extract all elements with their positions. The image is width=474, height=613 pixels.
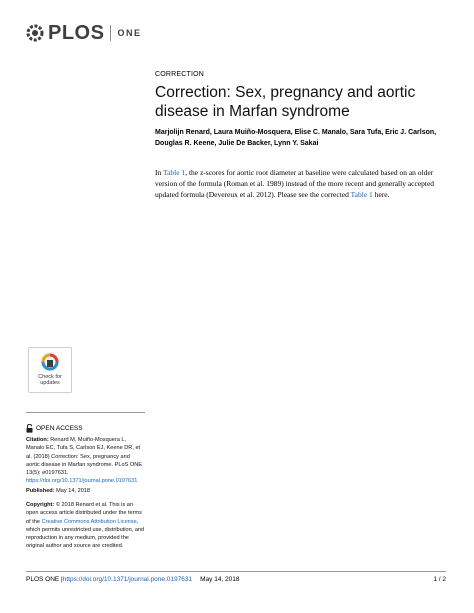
copyright-block <box>26 501 145 551</box>
plos-one-logo[interactable] <box>26 22 141 44</box>
open-lock-icon <box>26 424 33 433</box>
table-1-link[interactable]: Table 1 <box>163 168 186 177</box>
footer-divider <box>26 571 446 572</box>
sidebar-divider <box>26 412 145 413</box>
article-type-label: CORRECTION <box>155 71 205 78</box>
published-label: Published: <box>26 488 55 494</box>
footer-doi-link[interactable]: https://doi.org/10.1371/journal.pone.0197631 <box>62 576 193 583</box>
body-text-3: here. <box>372 189 390 199</box>
citation-label: Citation: <box>26 437 49 443</box>
open-access-label <box>26 424 83 433</box>
copyright-text-1: © 2018 Renard et al. This is an open access article distributed under the terms of the <box>26 502 142 525</box>
logo-brand-text: PLOS <box>48 21 105 44</box>
published-block <box>26 487 145 495</box>
check-for-updates-badge[interactable] <box>28 347 72 393</box>
copyright-label: Copyright: <box>26 502 55 508</box>
correction-body <box>155 168 455 200</box>
cc-license-link[interactable]: Creative Commons Attribution License <box>41 518 137 525</box>
citation-block <box>26 436 145 486</box>
logo-journal-text: ONE <box>117 28 142 38</box>
footer-date: May 14, 2018 <box>200 576 240 583</box>
citation-doi-link[interactable]: https://doi.org/10.1371/journal.pone.0197631 <box>26 478 138 485</box>
article-title: Correction: Sex, pregnancy and aortic disease in Marfan syndrome <box>155 84 416 120</box>
citation-text: Renard M, Muiño-Mosquera L, Manalo EC, Tufa S, Carlson EJ, Keene DR, et al. (2018) Correction: Sex, pregnancy and aortic disease in Marfan syndrome. PLoS ONE 13(5): e0197631. <box>26 437 142 477</box>
copyright-text-2: , which permits unrestricted use, distribution, and reproduction in any medium, provided the original author and source are credited. <box>26 518 145 550</box>
author-list: Marjolijn Renard, Laura Muiño-Mosquera, Elise C. Manalo, Sara Tufa, Eric J. Carlson, Douglas R. Keene, Julie De Backer, Lynn Y. Sakai <box>155 129 437 147</box>
body-text-1: In <box>155 168 163 177</box>
published-date: May 14, 2018 <box>54 488 91 494</box>
corrected-table-1-link[interactable]: Table 1 <box>350 189 373 199</box>
page-footer <box>26 576 446 583</box>
badge-line-1: Check for <box>38 374 62 380</box>
badge-line-2: updates <box>40 380 60 386</box>
page-number: 1 / 2 <box>433 576 446 583</box>
body-text-2: , the z-scores for aortic root diameter at baseline were calculated based on an older version of the formula (Roman et al. 1989) instead of the more recent and generally accepted updated formula (Devereux et al. 2012). Please see the corrected <box>155 168 435 199</box>
check-updates-icon <box>39 351 61 373</box>
open-access-text: OPEN ACCESS <box>36 425 83 432</box>
logo-divider <box>110 25 111 41</box>
footer-journal: PLOS ONE | <box>26 576 63 583</box>
badge-label <box>38 374 62 386</box>
plos-logo-icon <box>26 24 44 42</box>
